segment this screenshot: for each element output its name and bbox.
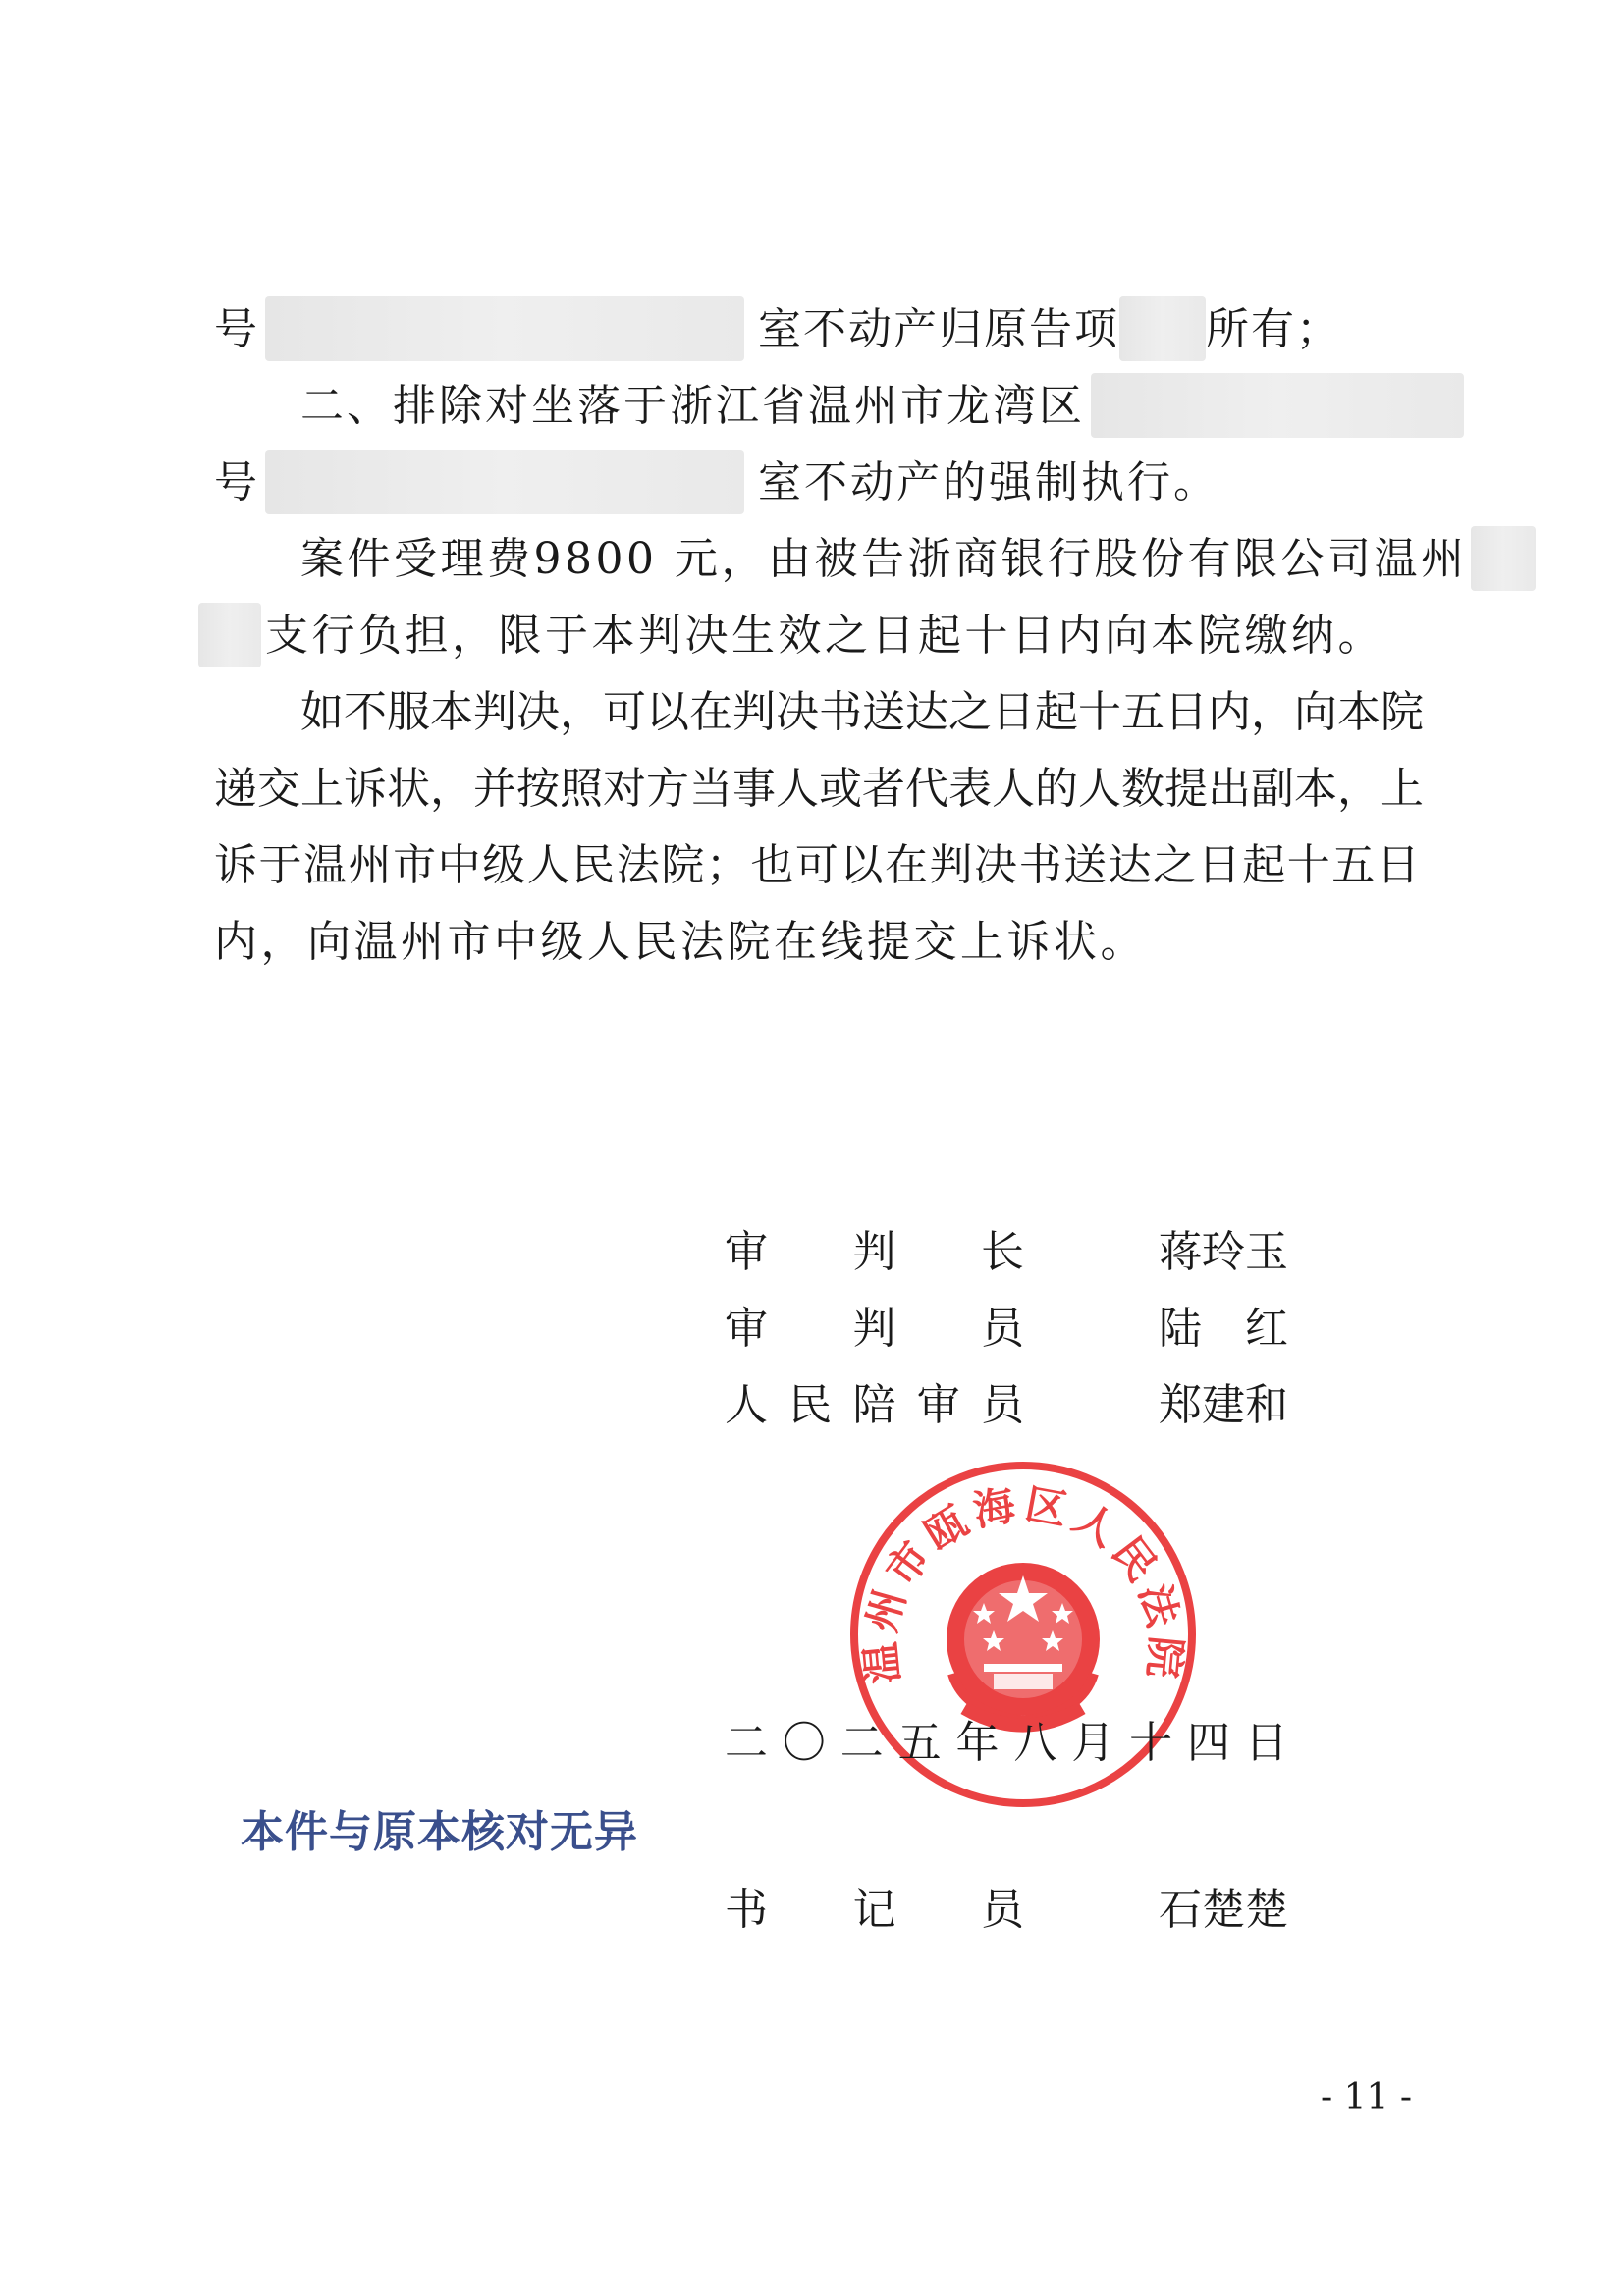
- body-char: 也: [750, 840, 794, 890]
- body-char: 状: [387, 764, 430, 814]
- body-char: 如: [300, 687, 344, 737]
- body-char: 出: [1208, 764, 1251, 814]
- label-char: 审: [725, 1227, 768, 1277]
- redaction-block: [1471, 526, 1536, 591]
- body-char: 上: [1380, 764, 1424, 814]
- label-char: 审: [916, 1380, 960, 1430]
- body-char: 院: [661, 840, 705, 890]
- body-line-9: [214, 913, 1147, 972]
- body-char: 书: [1018, 840, 1062, 890]
- body-char: 之: [948, 687, 992, 737]
- body-char: 人: [1078, 764, 1121, 814]
- judgment-date: [725, 1714, 1288, 1773]
- body-char: ，: [1251, 687, 1294, 737]
- national-emblem-icon: [947, 1563, 1100, 1726]
- clerk-label: [725, 1881, 1024, 1940]
- name-char: 玲: [1202, 1227, 1245, 1277]
- body-char: 在: [689, 687, 732, 737]
- body-char: 照: [560, 764, 603, 814]
- body-char: 内: [1208, 687, 1251, 737]
- body-char: 诉: [344, 764, 387, 814]
- label-char: 审: [725, 1304, 768, 1354]
- body-char: 院: [1380, 687, 1424, 737]
- line9-text: 内，向温州市中级人民法院在线提交上诉状。: [214, 917, 1147, 967]
- redaction-block: [265, 450, 744, 514]
- body-char: 上: [300, 764, 344, 814]
- name-char: 玉: [1245, 1227, 1288, 1277]
- redaction-block: [1119, 296, 1206, 361]
- label-char: 判: [852, 1304, 896, 1354]
- name-char: 建: [1202, 1380, 1245, 1430]
- body-char: 代: [905, 764, 948, 814]
- body-char: 判: [732, 687, 776, 737]
- body-char: 书: [819, 687, 862, 737]
- label-char: 书: [725, 1885, 768, 1935]
- body-char: 日: [1197, 840, 1241, 890]
- body-char: 起: [1242, 840, 1286, 890]
- body-char: 日: [1376, 840, 1420, 890]
- date-char: 四: [1187, 1718, 1230, 1768]
- body-char: 以: [839, 840, 884, 890]
- body-char: 诉: [214, 840, 257, 890]
- body-char: 或: [819, 764, 862, 814]
- body-char: ，: [1337, 764, 1380, 814]
- label-char: 人: [725, 1380, 768, 1430]
- date-char: 八: [1013, 1718, 1057, 1768]
- body-char: 递: [214, 764, 257, 814]
- label-char: 长: [981, 1227, 1024, 1277]
- body-line-1: [214, 300, 1341, 361]
- body-char: 并: [473, 764, 516, 814]
- body-char: 在: [884, 840, 928, 890]
- body-char: 决: [974, 840, 1018, 890]
- name-char: 陆: [1159, 1304, 1202, 1354]
- body-char: 提: [1164, 764, 1208, 814]
- body-char: 服: [387, 687, 430, 737]
- date-char: 十: [1129, 1718, 1173, 1768]
- name-char: 和: [1245, 1380, 1288, 1430]
- body-char: 市: [393, 840, 437, 890]
- body-char: 本: [430, 687, 473, 737]
- body-char: 方: [646, 764, 689, 814]
- name-char: 楚: [1202, 1885, 1245, 1935]
- chief-judge-name: [1159, 1223, 1288, 1282]
- body-char: 温: [303, 840, 348, 890]
- name-char: 石: [1159, 1885, 1202, 1935]
- date-char: 二: [839, 1718, 884, 1768]
- judge-name: [1159, 1300, 1288, 1359]
- label-char: 陪: [852, 1380, 896, 1430]
- body-char: 达: [1108, 840, 1152, 890]
- line1-mid: 室不动产归原告项: [758, 304, 1119, 354]
- date-char: 五: [897, 1718, 942, 1768]
- body-char: 五: [1121, 687, 1164, 737]
- body-char: 者: [862, 764, 905, 814]
- body-char: 十: [1286, 840, 1330, 890]
- label-char: 民: [788, 1380, 833, 1430]
- label-char: 员: [981, 1304, 1024, 1354]
- body-line-2: [300, 377, 1464, 438]
- body-char: 按: [516, 764, 560, 814]
- body-char: 以: [646, 687, 689, 737]
- body-char: 决: [516, 687, 560, 737]
- body-char: 之: [1153, 840, 1197, 890]
- chief-judge-label: [725, 1223, 1024, 1282]
- name-char: 红: [1245, 1304, 1288, 1354]
- line3-end: 室不动产的强制执行。: [758, 457, 1219, 507]
- body-char: 当: [689, 764, 732, 814]
- seal-text: 温州市瓯海区人民法院: [855, 1479, 1191, 1686]
- body-char: 起: [1035, 687, 1078, 737]
- label-char: 判: [852, 1227, 896, 1277]
- body-char: 本: [1294, 764, 1337, 814]
- body-char: 人: [992, 764, 1035, 814]
- body-char: 本: [1337, 687, 1380, 737]
- body-char: 人: [526, 840, 570, 890]
- date-char: 月: [1071, 1718, 1115, 1768]
- body-char: 副: [1251, 764, 1294, 814]
- label-char: 记: [852, 1885, 896, 1935]
- body-char: 交: [257, 764, 300, 814]
- body-char: 判: [929, 840, 973, 890]
- body-char: 中: [437, 840, 481, 890]
- body-char: 送: [1063, 840, 1108, 890]
- body-char: 民: [571, 840, 616, 890]
- body-char: 于: [258, 840, 302, 890]
- redaction-block: [198, 603, 261, 667]
- body-char: 不: [344, 687, 387, 737]
- name-char: 楚: [1245, 1885, 1288, 1935]
- body-char: 五: [1331, 840, 1376, 890]
- body-line-7: [214, 760, 1424, 819]
- body-char: 达: [905, 687, 948, 737]
- body-char: 级: [482, 840, 526, 890]
- line1-start: 号: [214, 304, 257, 354]
- body-char: 州: [348, 840, 392, 890]
- clerk-name: [1159, 1881, 1288, 1940]
- body-char: ，: [560, 687, 603, 737]
- date-char: 日: [1244, 1718, 1288, 1768]
- label-char: 员: [981, 1380, 1024, 1430]
- body-char: 对: [603, 764, 646, 814]
- body-char: 法: [616, 840, 660, 890]
- date-char: 〇: [782, 1718, 826, 1768]
- body-line-5: [198, 607, 1384, 667]
- body-line-3: [214, 454, 1219, 514]
- body-char: 数: [1121, 764, 1164, 814]
- juror-name: [1159, 1376, 1288, 1435]
- body-char: 日: [992, 687, 1035, 737]
- body-char: 可: [603, 687, 646, 737]
- page-number: - 11 -: [1321, 2077, 1413, 2117]
- label-char: 员: [981, 1885, 1024, 1935]
- body-char: 表: [948, 764, 992, 814]
- judge-label: [725, 1300, 1024, 1359]
- body-char: 的: [1035, 764, 1078, 814]
- body-char: ，: [430, 764, 473, 814]
- name-char: 郑: [1159, 1380, 1202, 1430]
- body-char: 决: [776, 687, 819, 737]
- line2-text: 二、排除对坐落于浙江省温州市龙湾区: [300, 381, 1085, 431]
- line3-start: 号: [214, 457, 257, 507]
- body-char: 判: [473, 687, 516, 737]
- body-line-8: [214, 836, 1420, 895]
- body-line-4: [300, 530, 1536, 591]
- body-char: 人: [776, 764, 819, 814]
- body-char: 事: [732, 764, 776, 814]
- name-char: 蒋: [1159, 1227, 1202, 1277]
- body-char: 可: [794, 840, 839, 890]
- date-char: 年: [955, 1718, 1000, 1768]
- body-char: ；: [705, 840, 749, 890]
- body-char: 送: [862, 687, 905, 737]
- juror-label: [725, 1376, 1024, 1435]
- redaction-block: [1091, 373, 1464, 438]
- line5-text: 支行负担，限于本判决生效之日起十日内向本院缴纳。: [265, 611, 1384, 661]
- verification-stamp: 本件与原本核对无异: [241, 1807, 638, 1857]
- body-char: 十: [1078, 687, 1121, 737]
- date-char: 二: [725, 1718, 768, 1768]
- redaction-block: [265, 296, 744, 361]
- body-char: 日: [1164, 687, 1208, 737]
- line4-text: 案件受理费9800 元，由被告浙商银行股份有限公司温州: [300, 534, 1468, 584]
- body-line-6: [300, 683, 1424, 742]
- line1-end: 所有；: [1206, 304, 1341, 354]
- body-char: 向: [1294, 687, 1337, 737]
